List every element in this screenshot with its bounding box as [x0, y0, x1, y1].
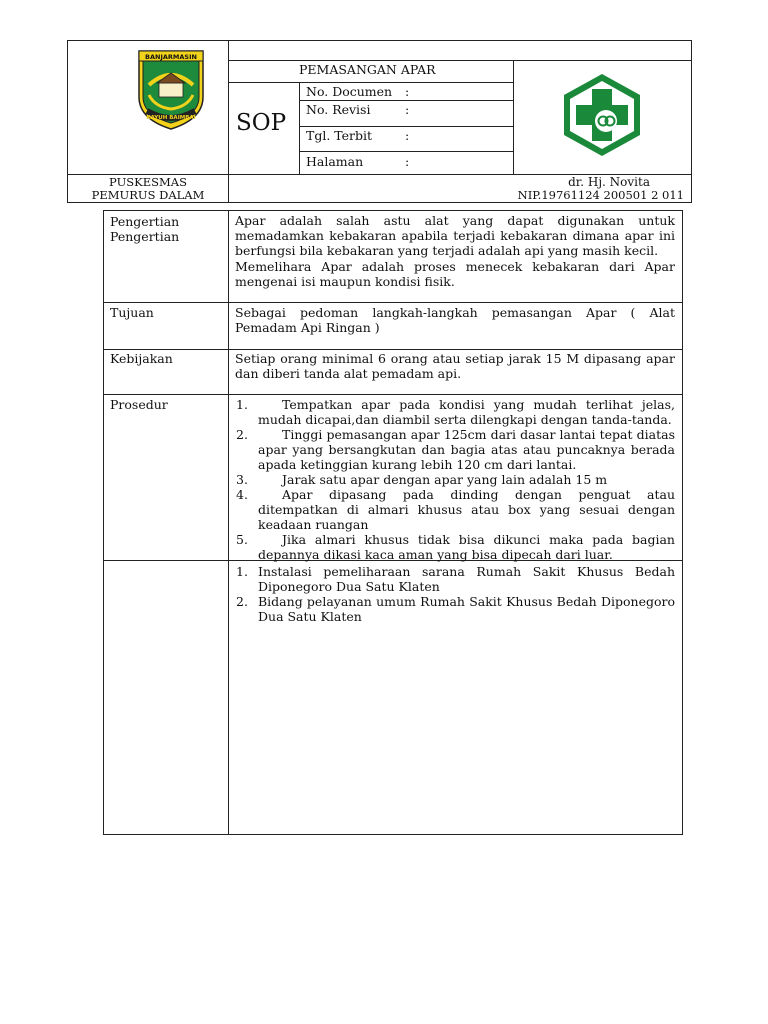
pengertian-label-2: Pengertian: [110, 229, 180, 244]
banjarmasin-logo: [135, 45, 207, 131]
tujuan-label: Tujuan: [110, 305, 154, 320]
tujuan-text: Sebagai pedoman langkah-langkah pemasangan Apar ( Alat Pemadam Api Ringan ): [235, 305, 675, 335]
document-title: PEMASANGAN APAR: [299, 62, 436, 77]
list-item: 5. Jika almari khusus tidak bisa dikunci maka pada bagian depannya dikasi kaca aman yang bisa dipecah dari luar.: [236, 532, 675, 562]
field-halaman-sep: :: [405, 154, 410, 169]
logo-text-bottom: KAYUH BAIMBAI: [146, 115, 196, 121]
org-line-2: PEMURUS DALAM: [91, 188, 205, 202]
field-no-revisi-sep: :: [405, 102, 410, 117]
list-item: 1. Tempatkan apar pada kondisi yang mudah terlihat jelas, mudah dicapai,dan diambil serta dilengkapi dengan tanda-tanda.: [236, 397, 675, 427]
field-tgl-terbit-label: Tgl. Terbit: [306, 128, 373, 143]
prosedur-steps: [236, 397, 675, 562]
logo-text-top: BANJARMASIN: [145, 53, 197, 61]
signer-name: dr. Hj. Novita: [568, 175, 650, 189]
sop-label: SOP: [236, 110, 287, 136]
pengertian-label-1: Pengertian: [110, 214, 180, 229]
kebijakan-text: Setiap orang minimal 6 orang atau setiap jarak 15 M dipasang apar dan diberi tanda alat pemadam api.: [235, 351, 675, 381]
field-halaman-label: Halaman: [306, 154, 364, 169]
list-item: 2. Bidang pelayanan umum Rumah Sakit Khusus Bedah Diponegoro Dua Satu Klaten: [236, 594, 675, 624]
field-no-revisi-label: No. Revisi: [306, 102, 371, 117]
field-no-documen-label: No. Documen: [306, 84, 393, 99]
list-item: 3. Jarak satu apar dengan apar yang lain adalah 15 m: [236, 472, 608, 487]
field-no-documen-sep: :: [405, 84, 410, 99]
list-item: 1. Instalasi pemeliharaan sarana Rumah Sakit Khusus Bedah Diponegoro Dua Satu Klaten: [236, 564, 675, 594]
health-emblem-icon: [559, 71, 645, 159]
unit-terkait-list: [236, 564, 675, 624]
field-tgl-terbit-sep: :: [405, 128, 410, 143]
org-line-1: PUSKESMAS: [109, 175, 187, 189]
list-item: 4. Apar dipasang pada dinding dengan penguat atau ditempatkan di almari khusus atau box yang sesuai dengan keadaan ruangan: [236, 487, 675, 532]
pengertian-text-2: Memelihara Apar adalah proses menecek kebakaran dari Apar mengenai isi maupun kondisi fisik.: [235, 259, 675, 289]
pengertian-text-1: Apar adalah salah astu alat yang dapat digunakan untuk memadamkan kebakaran apabila terjadi kebakaran dimana apar ini berfungsi bila kebakaran yang terjadi adalah api yang masih kecil.: [235, 213, 675, 258]
list-item: 2. Tinggi pemasangan apar 125cm dari dasar lantai tepat diatas apar yang bersangkutan dan bagia atas atau puncaknya berada apada ketinggian kurang lebih 120 cm dari lantai.: [236, 427, 675, 472]
kebijakan-label: Kebijakan: [110, 351, 173, 366]
signer-nip: NIP.19761124 200501 2 011: [517, 188, 684, 202]
prosedur-label: Prosedur: [110, 397, 168, 412]
